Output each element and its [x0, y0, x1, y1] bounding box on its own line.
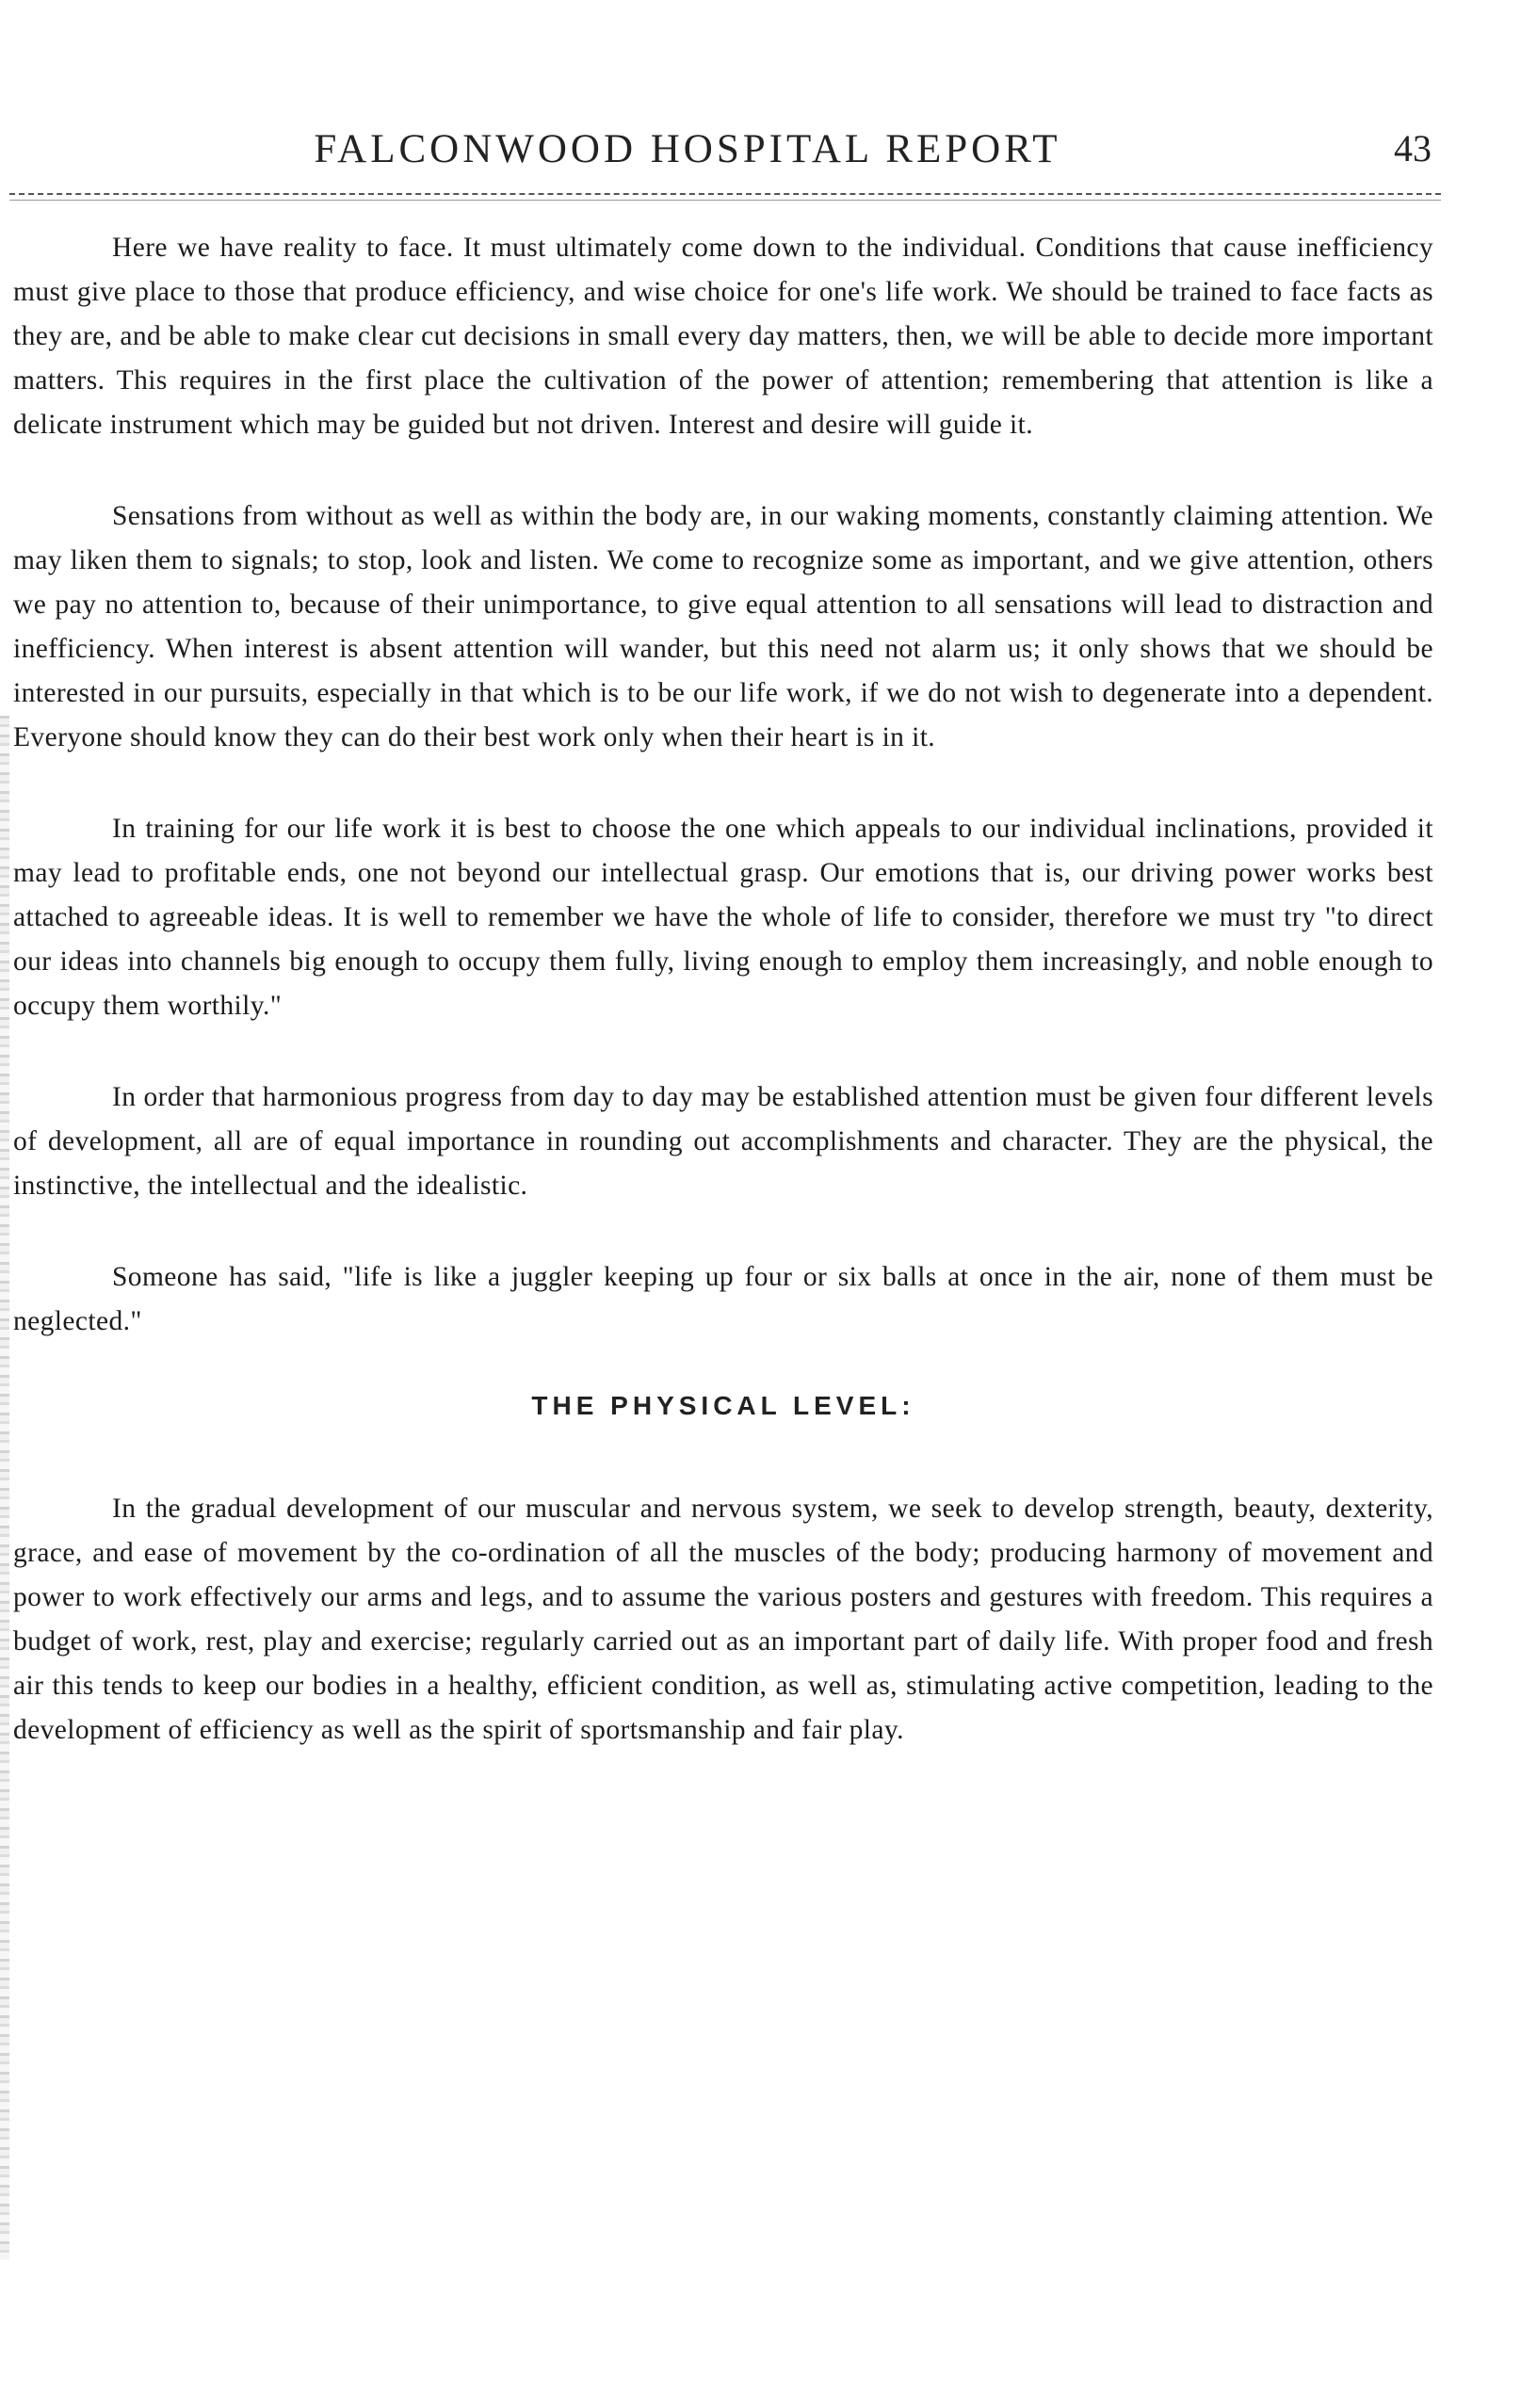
paragraph-life-work: In training for our life work it is best to choose the one which appeals to our individual inclinations, provided it may lead to profitable ends, one not beyond our intellectual grasp. Our emotions that is, our driving power works best attached to agreeable ideas. It is well to remember we have the whole of life to consider, therefore we must try "to direct our ideas into channels big enough to occupy them fully, living enough to employ them increasingly, and noble enough to occupy them worthily." [13, 814, 1433, 1021]
header-rule [9, 193, 1441, 195]
running-title: FALCONWOOD HOSPITAL REPORT [314, 127, 1061, 171]
paragraph-sensations: Sensations from without as well as within the body are, in our waking moments, constantly claiming attention. We may liken them to signals; to stop, look and listen. We come to recognize some as important, and we give attention, others we pay no attention to, because of their unimportance, to give equal attention to all sensations will lead to distraction and inefficiency. When interest is absent attention will wander, but this need not alarm us; it only shows that we should be interested in our pursuits, especially in that which is to be our life work, if we do not wish to degenerate into a dependent. Everyone should know they can do their best work only when their heart is in it. [13, 501, 1433, 752]
section-heading: THE PHYSICAL LEVEL: [531, 1391, 915, 1420]
header-rule-secondary [9, 200, 1441, 201]
paragraph-physical: In the gradual development of our muscular and nervous system, we seek to develop strength, beauty, dexterity, grace, and ease of movement by the co-ordination of all the muscles of the body; producing harmony of movement and power to work effectively our arms and legs, and to assume the various posters and gestures with freedom. This requires a budget of work, rest, play and exercise; regularly carried out as an important part of daily life. With proper food and fresh air this tends to keep our bodies in a healthy, efficient condition, as well as, stimulating active competition, leading to the development of efficiency as well as the spirit of sportsmanship and fair play. [13, 1494, 1433, 1745]
page-number: 43 [1394, 127, 1432, 170]
body-text [13, 226, 1433, 1800]
paragraph-juggler: Someone has said, "life is like a juggler keeping up four or six balls at once in the air, none of them must be neglected." [13, 1262, 1433, 1336]
binding-edge [0, 716, 9, 2260]
page-header [0, 126, 1521, 183]
paragraph-levels: In order that harmonious progress from day to day may be established attention must be given four different levels of development, all are of equal importance in rounding out accomplishments and character. They are the physical, the instinctive, the intellectual and the idealistic. [13, 1082, 1433, 1201]
paragraph-reality: Here we have reality to face. It must ultimately come down to the individual. Conditions that cause inefficiency must give place to those that produce efficiency, and wise choice for one's life work. We should be trained to face facts as they are, and be able to make clear cut decisions in small every day matters, then, we will be able to decide more important matters. This requires in the first place the cultivation of the power of attention; remembering that attention is like a delicate instrument which may be guided but not driven. Interest and desire will guide it. [13, 233, 1433, 440]
